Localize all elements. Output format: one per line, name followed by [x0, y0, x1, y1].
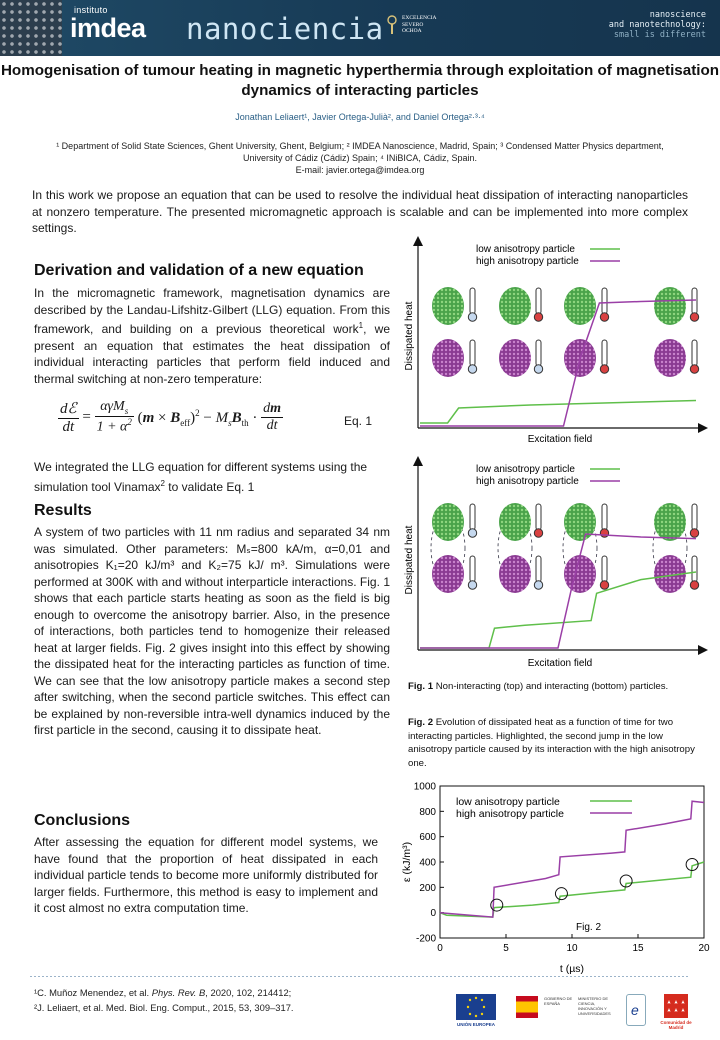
reference-1: ¹C. Muñoz Menendez, et al. Phys. Rev. B, 2020, 102, 214412;	[34, 987, 292, 998]
severo-ochoa-seal-icon	[386, 15, 398, 35]
fig2-ytick-label: 800	[419, 806, 436, 818]
derivation-heading: Derivation and validation of a new equation	[34, 262, 364, 279]
fig2-plot	[400, 780, 716, 976]
fig1-bottom-xlabel: Excitation field	[527, 658, 593, 669]
cofund-logo-icon	[626, 994, 646, 1026]
svg-text:e: e	[631, 1002, 639, 1018]
fig2-xtick-label: 10	[566, 943, 578, 954]
particle-low-2	[499, 287, 531, 325]
authors: Jonathan Leliaert¹, Javier Ortega-Julià², and Daniel Ortega²·³·⁴	[235, 112, 485, 122]
fig1-top-xlabel: Excitation field	[527, 434, 593, 445]
particle-low-4	[654, 287, 686, 325]
reference-2: ²J. Leliaert, et al. Med. Biol. Eng. Comput., 2015, 53, 309–317.	[34, 1002, 294, 1013]
fig1-top-legend-high: high anisotropy particle	[476, 256, 579, 267]
excelencia-label: EXCELENCIA SEVERO OCHOA	[402, 15, 437, 34]
references	[34, 985, 294, 1015]
fig2-ytick-label: 1000	[413, 781, 436, 793]
results-heading: Results	[34, 502, 92, 519]
fig2-series-low	[440, 862, 704, 917]
equation-1: $\frac{\text{dℰ}}{dt}$ = $\frac{\alpha\gamma M_s}{1 + \alpha^2}$ $(m \times B_{eff})^2 - M_sB_{th}$ · $\frac{dm}{dt}$	[60, 399, 281, 435]
eu-label: UNIÓN EUROPEA	[456, 1022, 495, 1027]
fig2-xtick-label: 15	[632, 943, 644, 954]
equation-label: Eq. 1	[344, 414, 373, 428]
spain-shield-icon	[516, 996, 538, 1018]
ministerio-label: MINISTERIO DE CIENCIA, INNOVACIÓN Y UNIVERSIDADES	[578, 996, 611, 1016]
fig2-caption: Fig. 2 Evolution of dissipated heat as a function of time for two interacting particles. Highlighted, the second jump in the low anisotropy particle caused by its interaction with the high anisotropy one.	[408, 717, 695, 769]
paper-title: Homogenisation of tumour heating in magnetic hyperthermia through exploitation of magnetisation dynamics of interacting particles	[0, 62, 720, 99]
particle-high-2	[499, 339, 531, 377]
gobierno-label: GOBIERNO DE ESPAÑA	[544, 996, 573, 1006]
imdea-logo: imdea	[70, 13, 146, 43]
particle-high-1	[432, 339, 464, 377]
fig2-ytick-label: 200	[419, 882, 436, 894]
fig2-x-axis	[437, 934, 710, 954]
fig2-ylabel: ε (kJ/m³)	[401, 841, 413, 883]
affiliations: ¹ Department of Solid State Sciences, Ghent University, Ghent, Belgium; ² IMDEA Nanoscience, Madrid, Spain; ³ Condensed Matter Physics department, University of Cádiz (Cádiz) Spain; ⁴ INiBICA, Cádiz, Spain. E-mail: javier.ortega@imdea.org	[56, 141, 664, 175]
fig2-inplot-label: Fig. 2	[576, 922, 602, 933]
fig1-top-series-low	[420, 401, 696, 424]
fig2-ytick-label: 0	[430, 908, 436, 920]
conclusions-paragraph: After assessing the equation for different model systems, we have found that the proportion of heat dissipated in each individual particle tends to become more uniformly distributed for larger fields. Furthermore, this method is easy to implement and it cost almost no extra computation time.	[34, 835, 378, 915]
conclusions-heading: Conclusions	[34, 812, 131, 829]
header-instituto: instituto	[74, 5, 108, 15]
fig2-ytick-label: 600	[419, 832, 436, 844]
fig1-bottom-series-high	[420, 534, 696, 648]
fig1-top-plot	[400, 236, 710, 448]
nanociencia-logo: nanociencia	[186, 12, 384, 46]
header-banner	[0, 0, 720, 56]
fig1-caption: Fig. 1 Non-interacting (top) and interacting (bottom) particles.	[408, 681, 669, 692]
fig1-bottom-particles	[431, 503, 687, 593]
comunidad-madrid-label: Comunidad de Madrid	[660, 1020, 692, 1030]
intro-paragraph: In this work we propose an equation that can be used to resolve the individual heat dissipation of interacting nanoparticles at nonzero temperature. The presented micromagnetic approach is scalable and can be implemented into more complex settings.	[32, 188, 688, 235]
results-paragraph: A system of two particles with 11 nm radius and separated 34 nm was simulated. Other parameters: Mₛ=800 kA/m, α=0,01 and anisotropies K₁=20 kJ/m³ and K₂=75 kJ/ m³. Simulations were performed at 300K with and without interparticle interactions. Fig. 1 shows that each particle starts heating as soon as the field is big enough to overcome the anisotropy barrier. Also, in the presence of interactions, both particles tend to homogenize their released heat at larger fields. Fig. 2 gives insight into this effect by showing the dissipated heat for the interacting particles as function of time. We can see that the low anisotropy particle makes a second step after switching, when the second particle switches. This effect can be explained by non-reversible intra-well dynamics induced by the first particle in the second, causing it to dissipate heat.	[34, 525, 390, 737]
derivation-paragraph: In the micromagnetic framework, magnetisation dynamics are described by the Landau-Lifshitz-Gilbert (LLG) equation. From this framework, and building on a previous theoretical work$^1$, we present an equation that estimates the heat dissipation of individual interacting particles that perform field induced and thermal switching at non-zero temperature:	[34, 286, 390, 386]
madrid-flag-icon	[664, 994, 688, 1018]
fig2-xtick-label: 20	[698, 943, 710, 954]
fig1-bottom-legend-high: high anisotropy particle	[476, 476, 579, 487]
particle-low-1	[432, 287, 464, 325]
fig2-highlight-circle	[555, 888, 567, 900]
fig1-bottom-ylabel: Dissipated heat	[404, 525, 415, 595]
email: E-mail: javier.ortega@imdea.org	[295, 165, 425, 175]
fig1-top-ylabel: Dissipated heat	[404, 301, 415, 371]
fig2-highlight-circle	[491, 899, 503, 911]
footer-divider	[30, 976, 690, 977]
fig2-xtick-label: 0	[437, 943, 443, 954]
fig2-y-axis	[414, 782, 444, 945]
eu-flag-icon	[456, 994, 496, 1020]
fig1-bottom-legend-low: low anisotropy particle	[476, 464, 575, 475]
fig1-top-legend-low: low anisotropy particle	[476, 244, 575, 255]
fig2-xlabel: t (µs)	[559, 963, 585, 975]
fig2-ytick-label: 400	[419, 857, 436, 869]
fig2-ytick-label: -200	[415, 933, 436, 945]
validation-paragraph: We integrated the LLG equation for different systems using the simulation tool Vinamax$^2$ to validate Eq. 1	[34, 460, 368, 494]
fig2-legend-high: high anisotropy particle	[456, 808, 564, 820]
nanoparticle-pattern-icon	[0, 0, 62, 56]
fig1-bottom-plot	[400, 456, 710, 672]
fig2-highlight-circles	[491, 859, 698, 912]
particle-low-3	[564, 287, 596, 325]
fig2-xtick-label: 5	[503, 943, 509, 954]
fig2-legend-low: low anisotropy particle	[456, 796, 560, 808]
particle-high-4	[654, 339, 686, 377]
header-tagline: nanoscience and nanotechnology: small is different	[608, 10, 706, 40]
